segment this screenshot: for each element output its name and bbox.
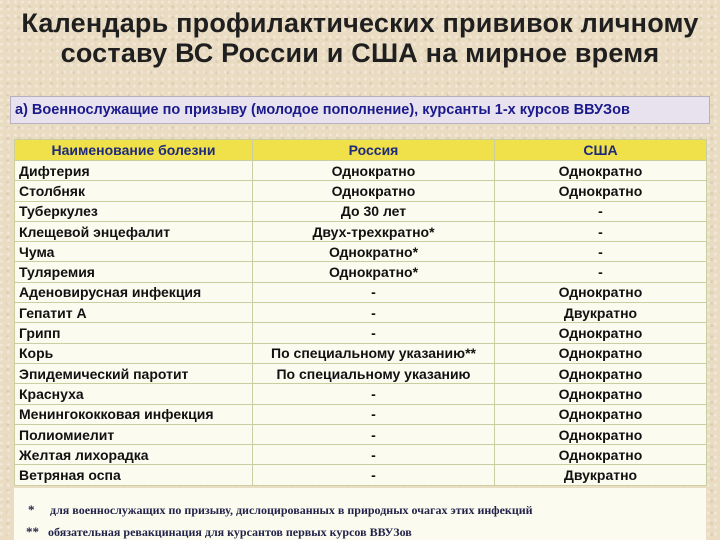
footnote-1 (28, 502, 533, 518)
cell-disease: Гепатит А (15, 303, 253, 323)
table-row (15, 221, 707, 241)
cell-russia: Двух-трехкратно* (253, 221, 495, 241)
cell-russia: - (253, 303, 495, 323)
cell-usa: - (495, 201, 707, 221)
footnote-2 (26, 524, 412, 540)
footnote-2-text: обязательная ревакцинация для курсантов первых курсов ВВУЗов (48, 525, 412, 539)
header-disease: Наименование болезни (15, 140, 253, 161)
table-row (15, 363, 707, 383)
section-subtitle: а) Военнослужащие по призыву (молодое пополнение), курсанты 1-х курсов ВВУЗов (10, 96, 710, 124)
table-row (15, 465, 707, 485)
cell-usa: - (495, 262, 707, 282)
vaccination-table (14, 139, 707, 486)
header-russia: Россия (253, 140, 495, 161)
cell-disease: Аденовирусная инфекция (15, 282, 253, 302)
cell-usa: - (495, 221, 707, 241)
footnote-2-mark: ** (26, 524, 39, 539)
cell-usa: Однократно (495, 181, 707, 201)
table-row (15, 181, 707, 201)
cell-disease: Эпидемический паротит (15, 363, 253, 383)
cell-disease: Менингококковая инфекция (15, 404, 253, 424)
cell-usa: Двукратно (495, 465, 707, 485)
cell-usa: Однократно (495, 363, 707, 383)
cell-disease: Желтая лихорадка (15, 445, 253, 465)
table-body (15, 161, 707, 486)
cell-disease: Корь (15, 343, 253, 363)
cell-russia: - (253, 465, 495, 485)
cell-russia: - (253, 282, 495, 302)
cell-russia: Однократно* (253, 262, 495, 282)
cell-russia: По специальному указанию** (253, 343, 495, 363)
cell-disease: Полиомиелит (15, 424, 253, 444)
cell-usa: Однократно (495, 282, 707, 302)
header-usa: США (495, 140, 707, 161)
cell-usa: Однократно (495, 424, 707, 444)
cell-usa: Однократно (495, 445, 707, 465)
cell-disease: Клещевой энцефалит (15, 221, 253, 241)
cell-disease: Дифтерия (15, 161, 253, 181)
cell-russia: - (253, 323, 495, 343)
cell-russia: По специальному указанию (253, 363, 495, 383)
table-row (15, 404, 707, 424)
cell-russia: Однократно (253, 181, 495, 201)
cell-disease: Ветряная оспа (15, 465, 253, 485)
footnotes (14, 488, 706, 540)
table-row (15, 201, 707, 221)
cell-disease: Туляремия (15, 262, 253, 282)
table-row (15, 323, 707, 343)
cell-usa: Однократно (495, 343, 707, 363)
table-row (15, 424, 707, 444)
title-line-1: Календарь профилактических прививок личному (21, 8, 699, 38)
cell-usa: Однократно (495, 384, 707, 404)
table-row (15, 343, 707, 363)
cell-disease: Туберкулез (15, 201, 253, 221)
cell-russia: - (253, 424, 495, 444)
cell-usa: Однократно (495, 323, 707, 343)
table-row (15, 445, 707, 465)
footnote-1-mark: * (28, 502, 35, 517)
table-header-row (15, 140, 707, 161)
table-row (15, 282, 707, 302)
cell-disease: Краснуха (15, 384, 253, 404)
table-row (15, 303, 707, 323)
table-row (15, 384, 707, 404)
table-row (15, 161, 707, 181)
cell-russia: - (253, 384, 495, 404)
page-title (0, 8, 720, 68)
table-row (15, 242, 707, 262)
cell-usa: Однократно (495, 404, 707, 424)
cell-russia: Однократно* (253, 242, 495, 262)
title-line-2: составу ВС России и США на мирное время (60, 38, 660, 68)
cell-disease: Грипп (15, 323, 253, 343)
cell-disease: Чума (15, 242, 253, 262)
cell-russia: Однократно (253, 161, 495, 181)
table-row (15, 262, 707, 282)
cell-usa: - (495, 242, 707, 262)
cell-russia: - (253, 445, 495, 465)
cell-usa: Двукратно (495, 303, 707, 323)
cell-russia: - (253, 404, 495, 424)
cell-disease: Столбняк (15, 181, 253, 201)
footnote-1-text: для военнослужащих по призыву, дислоцированных в природных очагах этих инфекций (50, 503, 533, 517)
cell-usa: Однократно (495, 161, 707, 181)
cell-russia: До 30 лет (253, 201, 495, 221)
